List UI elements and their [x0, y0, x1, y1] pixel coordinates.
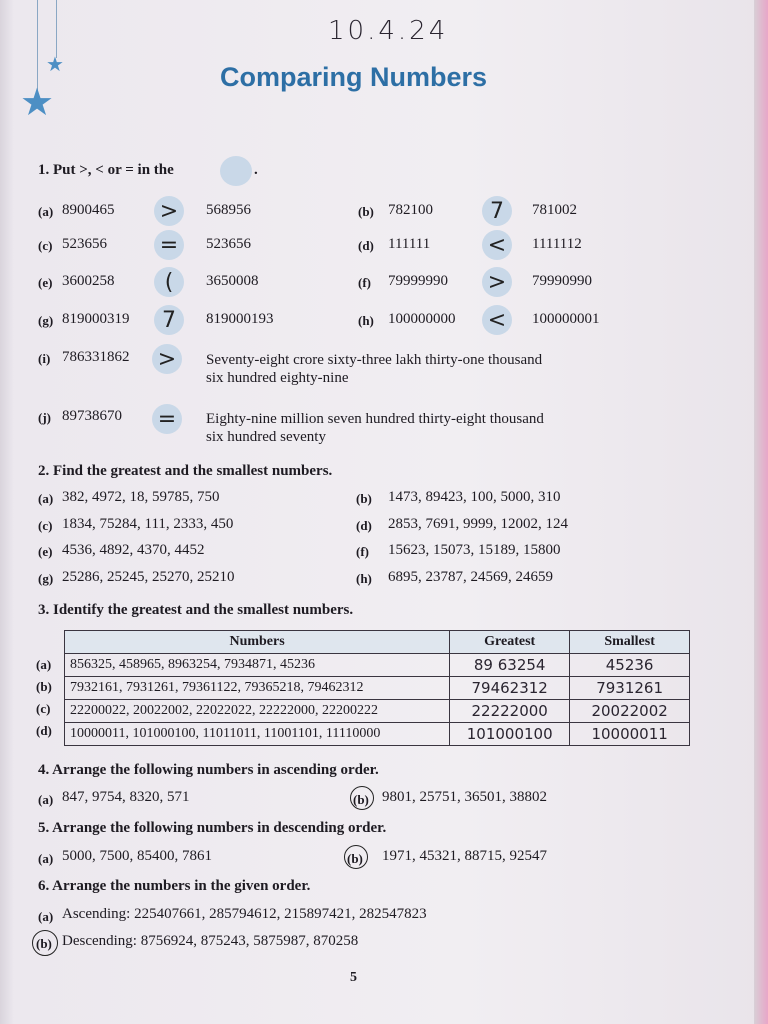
q4-b-label: (b): [353, 792, 369, 807]
star-icon: ★: [20, 82, 55, 124]
page-title: Comparing Numbers: [220, 62, 488, 92]
q1-heading: 1. Put >, < or = in the: [38, 162, 174, 178]
q1-answer-sign[interactable]: >: [154, 196, 184, 226]
q1-answer-sign[interactable]: 7: [482, 196, 512, 226]
smallest-cell[interactable]: 10000011: [570, 723, 690, 746]
q5-a-label: (a): [38, 851, 54, 866]
table-row: [65, 654, 690, 677]
q1-right-number: 79990990: [532, 273, 592, 289]
q1-j-words-2: six hundred seventy: [206, 429, 326, 445]
smallest-cell[interactable]: 7931261: [570, 677, 690, 700]
q1-right-number: 100000001: [532, 311, 600, 327]
q1-item-label: (b): [358, 204, 374, 219]
q3-heading: 3. Identify the greatest and the smallest numbers.: [38, 602, 354, 618]
q1-i-words-1: Seventy-eight crore sixty-three lakh thirty-one thousand: [206, 352, 543, 368]
q1-left-number: 111111: [388, 236, 431, 252]
q1-answer-sign[interactable]: <: [482, 230, 512, 260]
numbers-cell: 22200022, 20022002, 22022022, 22222000, 22200222: [65, 700, 450, 723]
numbers-cell: 10000011, 101000100, 11011011, 11001101, 11110000: [65, 723, 450, 746]
q1-answer-sign[interactable]: >: [482, 267, 512, 297]
q2-number-list: 1473, 89423, 100, 5000, 310: [388, 489, 561, 505]
q1-item-label: (d): [358, 238, 374, 253]
q1-i-left: 786331862: [62, 349, 130, 365]
table-row: [65, 677, 690, 700]
q5-b-numbers: 1971, 45321, 88715, 92547: [382, 848, 547, 864]
q6-heading: 6. Arrange the numbers in the given order.: [38, 878, 311, 894]
q1-right-number: 3650008: [206, 273, 259, 289]
q6-b-label: (b): [36, 936, 52, 951]
q1-j-label: (j): [38, 410, 51, 425]
table-row-label: (b): [36, 679, 52, 694]
table-row-label: (c): [36, 701, 51, 716]
star-string: [56, 0, 57, 58]
q1-right-number: 523656: [206, 236, 251, 252]
q1-left-number: 3600258: [62, 273, 115, 289]
q1-item-label: (h): [358, 313, 374, 328]
q1-i-label: (i): [38, 351, 51, 366]
table-header-greatest: Greatest: [450, 631, 570, 654]
q4-b-numbers: 9801, 25751, 36501, 38802: [382, 789, 547, 805]
q2-number-list: 6895, 23787, 24569, 24659: [388, 569, 553, 585]
q2-item-label: (d): [356, 518, 372, 533]
q1-left-number: 79999990: [388, 273, 448, 289]
table-row-label: (a): [36, 657, 52, 672]
greatest-cell[interactable]: 89 63254: [450, 654, 570, 677]
table-header-numbers: Numbers: [65, 631, 450, 654]
greatest-cell[interactable]: 79462312: [450, 677, 570, 700]
smallest-cell[interactable]: 20022002: [570, 700, 690, 723]
q6-b-numbers: Descending: 8756924, 875243, 5875987, 870258: [62, 933, 359, 949]
q2-number-list: 382, 4972, 18, 59785, 750: [62, 489, 220, 505]
q2-heading: 2. Find the greatest and the smallest numbers.: [38, 463, 333, 479]
q1-j-sign[interactable]: =: [152, 404, 182, 434]
q4-a-numbers: 847, 9754, 8320, 571: [62, 789, 190, 805]
numbers-cell: 856325, 458965, 8963254, 7934871, 45236: [65, 654, 450, 677]
q1-right-number: 568956: [206, 202, 251, 218]
q1-item-label: (c): [38, 238, 53, 253]
q2-number-list: 25286, 25245, 25270, 25210: [62, 569, 235, 585]
table-header-smallest: Smallest: [570, 631, 690, 654]
q1-item-label: (g): [38, 313, 54, 328]
q1-left-number: 100000000: [388, 311, 456, 327]
greatest-cell[interactable]: 22222000: [450, 700, 570, 723]
q1-right-number: 819000193: [206, 311, 274, 327]
q1-left-number: 8900465: [62, 202, 115, 218]
q2-item-label: (e): [38, 544, 53, 559]
q1-left-number: 523656: [62, 236, 107, 252]
q2-number-list: 15623, 15073, 15189, 15800: [388, 542, 561, 558]
numbers-table: [64, 630, 690, 746]
q1-item-label: (e): [38, 275, 53, 290]
q1-answer-sign[interactable]: (: [154, 267, 184, 297]
q1-right-number: 781002: [532, 202, 577, 218]
q5-b-label: (b): [347, 851, 363, 866]
q2-item-label: (h): [356, 571, 372, 586]
table-row: [65, 723, 690, 746]
q1-left-number: 782100: [388, 202, 433, 218]
greatest-cell[interactable]: 101000100: [450, 723, 570, 746]
q1-i-sign[interactable]: >: [152, 344, 182, 374]
q2-item-label: (c): [38, 518, 53, 533]
q2-item-label: (a): [38, 491, 54, 506]
q5-a-numbers: 5000, 7500, 85400, 7861: [62, 848, 212, 864]
q1-item-label: (f): [358, 275, 371, 290]
star-icon: ★: [46, 54, 64, 76]
q1-j-left: 89738670: [62, 408, 122, 424]
q1-right-number: 1111112: [532, 236, 582, 252]
q2-number-list: 2853, 7691, 9999, 12002, 124: [388, 516, 568, 532]
q2-item-label: (b): [356, 491, 372, 506]
numbers-cell: 7932161, 7931261, 79361122, 79365218, 79462312: [65, 677, 450, 700]
smallest-cell[interactable]: 45236: [570, 654, 690, 677]
q1-left-number: 819000319: [62, 311, 130, 327]
q5-heading: 5. Arrange the following numbers in descending order.: [38, 820, 387, 836]
q1-answer-sign[interactable]: 7: [154, 305, 184, 335]
q2-number-list: 4536, 4892, 4370, 4452: [62, 542, 205, 558]
q2-item-label: (f): [356, 544, 369, 559]
table-row-label: (d): [36, 723, 52, 738]
q4-a-label: (a): [38, 792, 54, 807]
q2-number-list: 1834, 75284, 111, 2333, 450: [62, 516, 234, 532]
answer-circle-icon: [220, 156, 252, 186]
page-number: 5: [350, 970, 357, 985]
star-string: [37, 0, 38, 92]
q1-answer-sign[interactable]: <: [482, 305, 512, 335]
page-edge: [754, 0, 768, 1024]
q1-i-words-2: six hundred eighty-nine: [206, 370, 349, 386]
q4-heading: 4. Arrange the following numbers in ascending order.: [38, 762, 379, 778]
q1-j-words-1: Eighty-nine million seven hundred thirty-eight thousand: [206, 411, 544, 427]
q1-answer-sign[interactable]: =: [154, 230, 184, 260]
table-row: [65, 700, 690, 723]
q6-a-numbers: Ascending: 225407661, 285794612, 215897421, 282547823: [62, 906, 427, 922]
q6-a-label: (a): [38, 909, 54, 924]
q2-item-label: (g): [38, 571, 54, 586]
handwritten-date: 10.4.24: [328, 16, 449, 46]
q1-item-label: (a): [38, 204, 54, 219]
